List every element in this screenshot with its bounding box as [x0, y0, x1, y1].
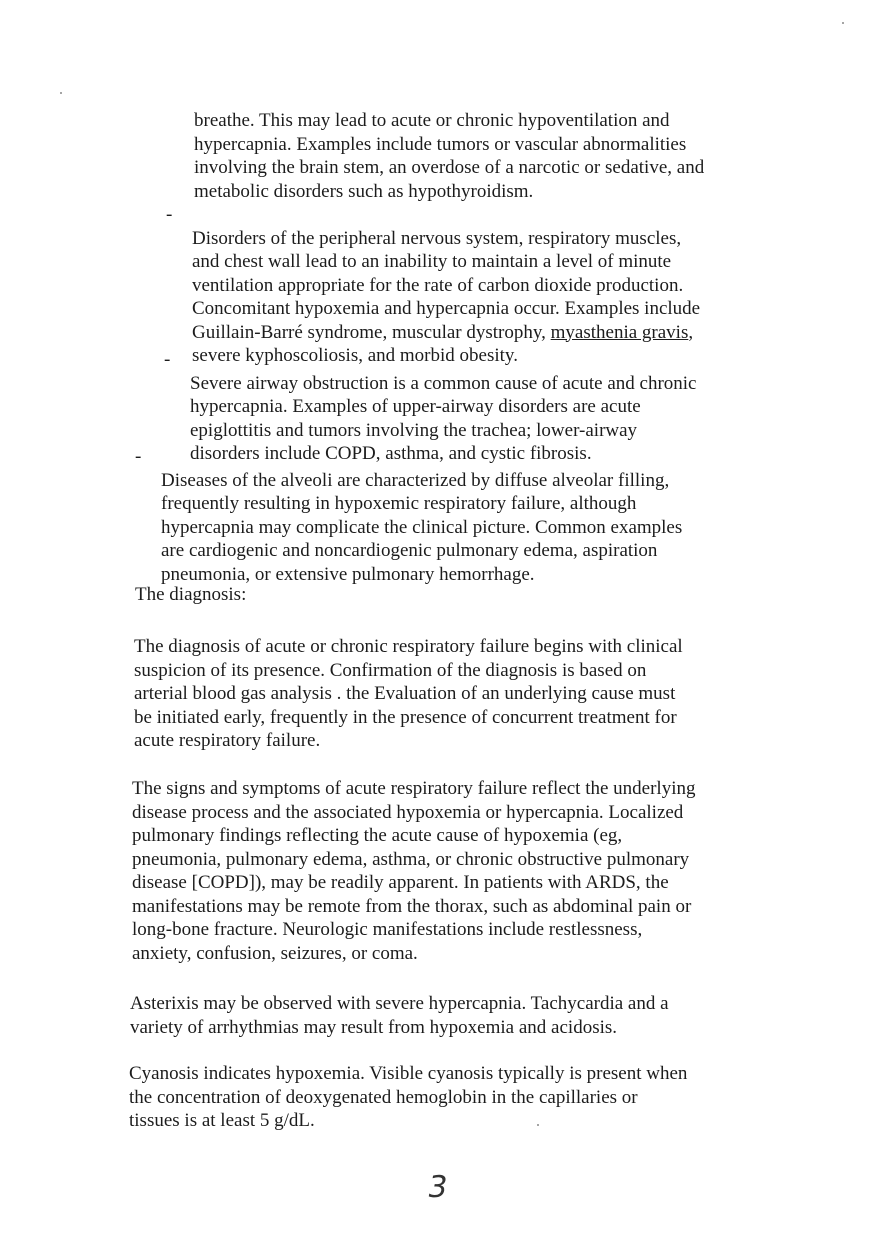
- diagnosis-heading: The diagnosis:: [135, 584, 247, 605]
- bullet-peripheral-text: Disorders of the peripheral nervous system, respiratory muscles, and chest wall lead to an inability to maintain a level of minute ventilation appropriate for the rate of carbon dioxide production. Concomitant hypoxemia and hypercapnia occur. Examples include Guillain-Barré syndrome, muscular dystrophy,: [192, 227, 701, 343]
- asterixis-paragraph: Asterixis may be observed with severe hypercapnia. Tachycardia and a variety of arrhythmias may result from hypoxemia and acidosis.: [130, 993, 669, 1038]
- page-number: 3: [424, 1170, 451, 1205]
- bullet-alveoli-text: Diseases of the alveoli are characterized by diffuse alveolar filling, frequently resulting in hypoxemic respiratory failure, although hypercapnia may complicate the clinical picture. Common examples are cardiogenic and noncardiogenic pulmonary edema, aspiration pneumonia, or extensive pulmonary hemorrhage.: [161, 469, 683, 585]
- bullet-dash: -: [135, 446, 142, 467]
- bullet-dash: -: [166, 204, 173, 225]
- scan-speck: [842, 22, 844, 24]
- scan-speck: [537, 1124, 539, 1126]
- continuation-paragraph: breathe. This may lead to acute or chronic hypoventilation and hypercapnia. Examples include tumors or vascular abnormalities involving the brain stem, an overdose of a narcotic or sedative, and metabolic disorders such as hypothyroidism.: [194, 110, 705, 202]
- scan-speck: [60, 92, 62, 94]
- signs-symptoms-paragraph: The signs and symptoms of acute respiratory failure reflect the underlying disease process and the associated hypoxemia or hypercapnia. Localized pulmonary findings reflecting the acute cause of hypoxemia (eg, pneumonia, pulmonary edema, asthma, or chronic obstructive pulmonary disease [COPD]), may be readily apparent. In patients with ARDS, the manifestations may be remote from the thorax, such as abdominal pain or long-bone fracture. Neurologic manifestations include restlessness, anxiety, confusion, seizures, or coma.: [132, 778, 696, 964]
- underlined-term: myasthenia gravis: [550, 321, 689, 343]
- bullet-peripheral-disorders: [166, 203, 792, 368]
- cyanosis-paragraph: Cyanosis indicates hypoxemia. Visible cyanosis typically is present when the concentration of deoxygenated hemoglobin in the capillaries or tissues is at least 5 g/dL.: [129, 1063, 688, 1131]
- bullet-alveoli-diseases: [135, 445, 781, 586]
- bullet-airway-text: Severe airway obstruction is a common cause of acute and chronic hypercapnia. Examples of upper-airway disorders are acute epiglottitis and tumors involving the trachea; lower-airway disorders include COPD, asthma, and cystic fibrosis.: [190, 372, 697, 464]
- bullet-peripheral-text-end: , severe kyphoscoliosis, and morbid obesity.: [192, 321, 694, 366]
- bullet-dash: -: [164, 349, 171, 370]
- diagnosis-paragraph: The diagnosis of acute or chronic respiratory failure begins with clinical suspicion of its presence. Confirmation of the diagnosis is based on arterial blood gas analysis . the Evaluation of an underlying cause must be initiated early, frequently in the presence of concurrent treatment for acute respiratory failure.: [134, 636, 683, 751]
